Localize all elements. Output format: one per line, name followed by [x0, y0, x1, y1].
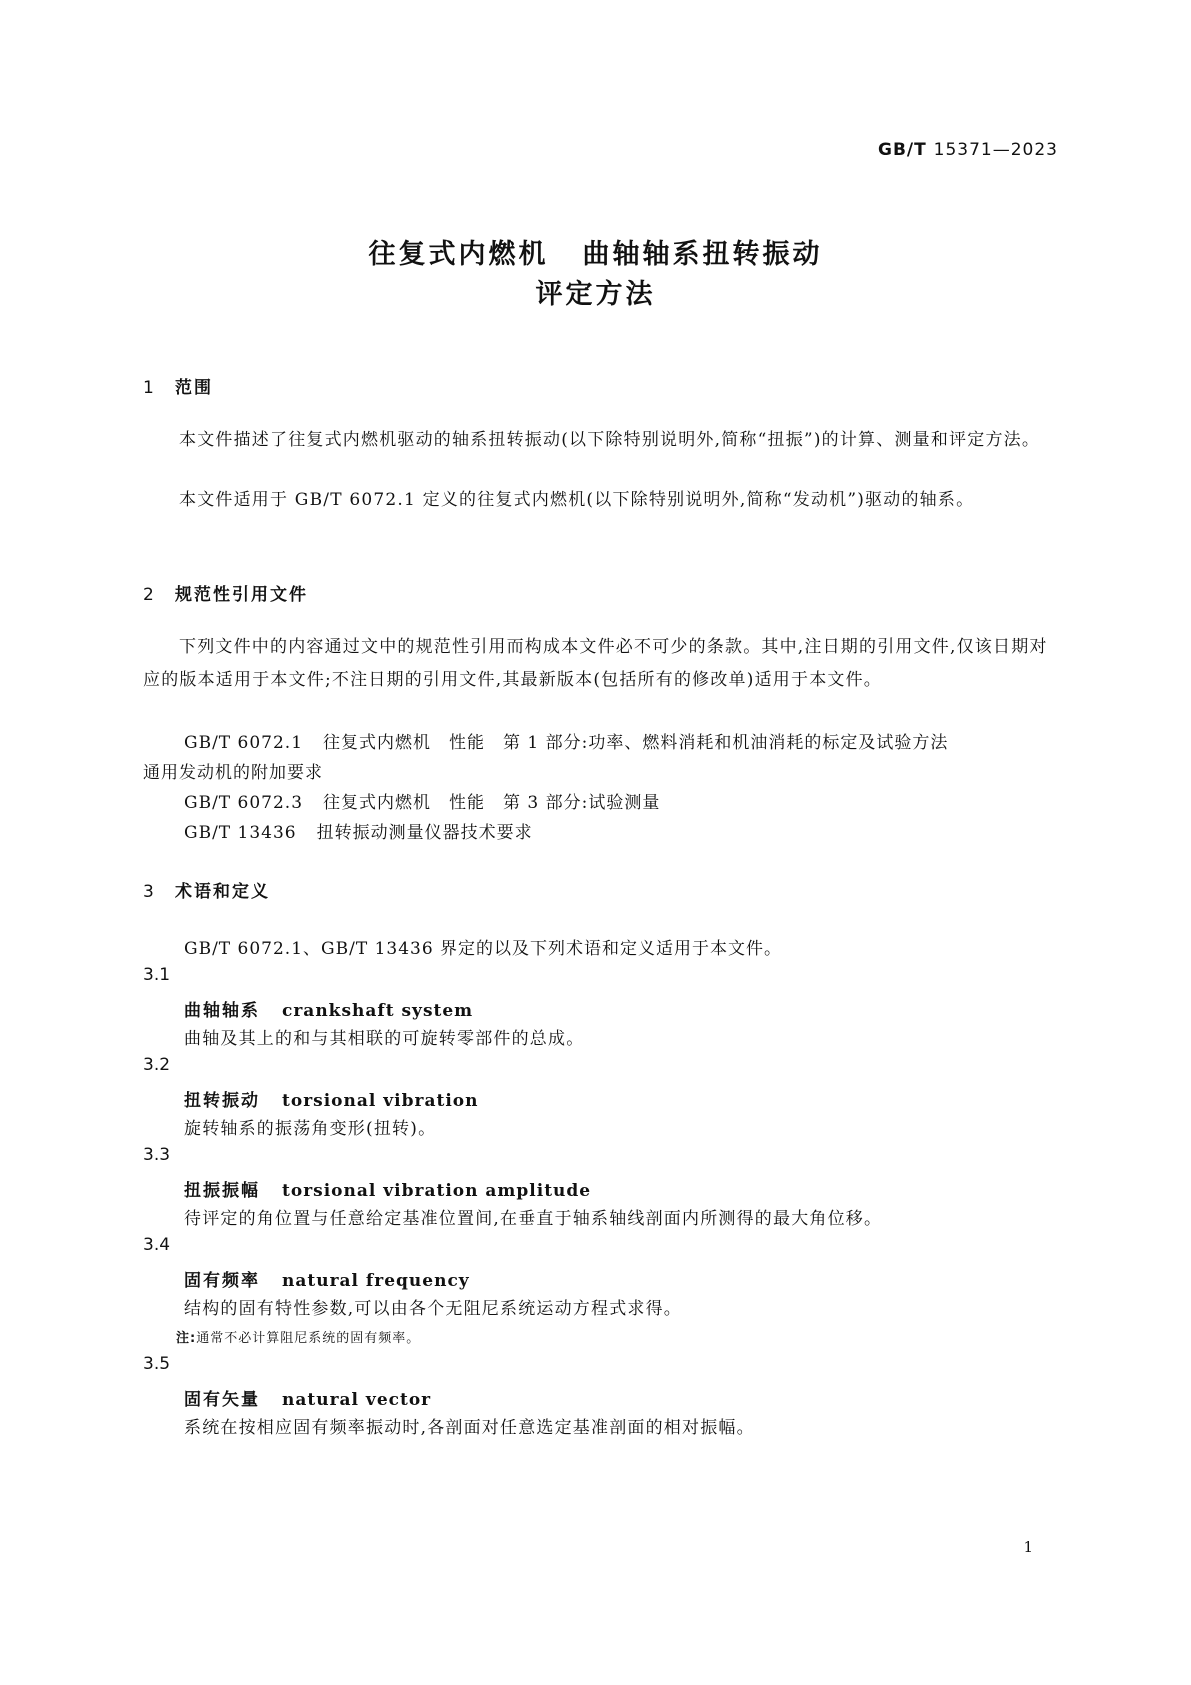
- section-number: 2: [143, 585, 156, 605]
- term-english: crankshaft system: [282, 1001, 474, 1021]
- term-english: torsional vibration: [282, 1091, 479, 1111]
- section-heading-references: [143, 580, 308, 605]
- term-definition: 旋转轴系的振荡角变形(扭转)。: [184, 1119, 437, 1139]
- section-number: 3: [143, 882, 156, 902]
- terms-intro: GB/T 6072.1、GB/T 13436 界定的以及下列术语和定义适用于本文件。: [184, 939, 783, 959]
- clause-number: 3.1: [143, 965, 171, 985]
- document-title-line1: [0, 232, 1191, 271]
- term-definition: 结构的固有特性参数,可以由各个无阻尼系统运动方程式求得。: [184, 1299, 683, 1319]
- term-entry: [184, 1385, 431, 1410]
- term-entry: [184, 1086, 478, 1111]
- reference-item-continuation: 通用发动机的附加要求: [143, 763, 323, 783]
- section-title: 术语和定义: [175, 882, 270, 902]
- term-english: natural vector: [282, 1390, 432, 1410]
- clause-number: 3.5: [143, 1354, 171, 1374]
- reference-item: [184, 728, 948, 753]
- standard-code: 15371—2023: [933, 140, 1058, 160]
- section-heading-scope: [143, 373, 213, 398]
- term-entry: [184, 1266, 470, 1291]
- page-number: 1: [1023, 1538, 1033, 1556]
- term-entry: [184, 996, 473, 1021]
- reference-title: 往复式内燃机 性能 第 1 部分:功率、燃料消耗和机油消耗的标定及试验方法: [323, 733, 949, 753]
- term-chinese: 固有矢量: [184, 1390, 260, 1410]
- reference-title: 往复式内燃机 性能 第 3 部分:试验测量: [323, 793, 661, 813]
- clause-number: 3.3: [143, 1145, 171, 1165]
- term-note: [176, 1327, 420, 1346]
- section-number: 1: [143, 378, 156, 398]
- term-chinese: 固有频率: [184, 1271, 260, 1291]
- reference-item: [184, 788, 660, 813]
- section-title: 范围: [175, 378, 213, 398]
- note-text: 通常不必计算阻尼系统的固有频率。: [196, 1331, 421, 1346]
- title-part2: 曲轴轴系扭转振动: [582, 239, 823, 270]
- reference-title: 扭转振动测量仪器技术要求: [316, 823, 533, 843]
- references-paragraph: 下列文件中的内容通过文中的规范性引用而构成本文件必不可少的条款。其中,注日期的引用文件,仅该日期对应的版本适用于本文件;不注日期的引用文件,其最新版本(包括所有的修改单)适用于本文件。: [143, 637, 1048, 690]
- term-chinese: 曲轴轴系: [184, 1001, 260, 1021]
- term-chinese: 扭转振动: [184, 1091, 260, 1111]
- scope-paragraph-2: 本文件适用于 GB/T 6072.1 定义的往复式内燃机(以下除特别说明外,简称“发动机”)驱动的轴系。: [179, 490, 975, 510]
- term-definition: 系统在按相应固有频率振动时,各剖面对任意选定基准剖面的相对振幅。: [184, 1418, 755, 1438]
- reference-code: GB/T 6072.1: [184, 733, 304, 753]
- note-label: 注:: [176, 1331, 197, 1346]
- clause-number: 3.4: [143, 1235, 171, 1255]
- scope-paragraph-1: 本文件描述了往复式内燃机驱动的轴系扭转振动(以下除特别说明外,简称“扭振”)的计算、测量和评定方法。: [179, 430, 1041, 450]
- document-title-line2: 评定方法: [535, 279, 656, 310]
- section-heading-terms: [143, 877, 270, 902]
- term-english: natural frequency: [282, 1271, 470, 1291]
- title-part1: 往复式内燃机: [368, 239, 549, 270]
- reference-code: GB/T 13436: [184, 823, 297, 843]
- term-definition: 曲轴及其上的和与其相联的可旋转零部件的总成。: [184, 1029, 585, 1049]
- standard-number: [878, 140, 1058, 160]
- term-english: torsional vibration amplitude: [282, 1181, 592, 1201]
- term-chinese: 扭振振幅: [184, 1181, 260, 1201]
- clause-number: 3.2: [143, 1055, 171, 1075]
- reference-code: GB/T 6072.3: [184, 793, 304, 813]
- term-entry: [184, 1176, 591, 1201]
- reference-item: [184, 818, 533, 843]
- term-definition: 待评定的角位置与任意给定基准位置间,在垂直于轴系轴线剖面内所测得的最大角位移。: [184, 1209, 883, 1229]
- standard-prefix: GB/T: [878, 140, 927, 160]
- section-title: 规范性引用文件: [175, 585, 308, 605]
